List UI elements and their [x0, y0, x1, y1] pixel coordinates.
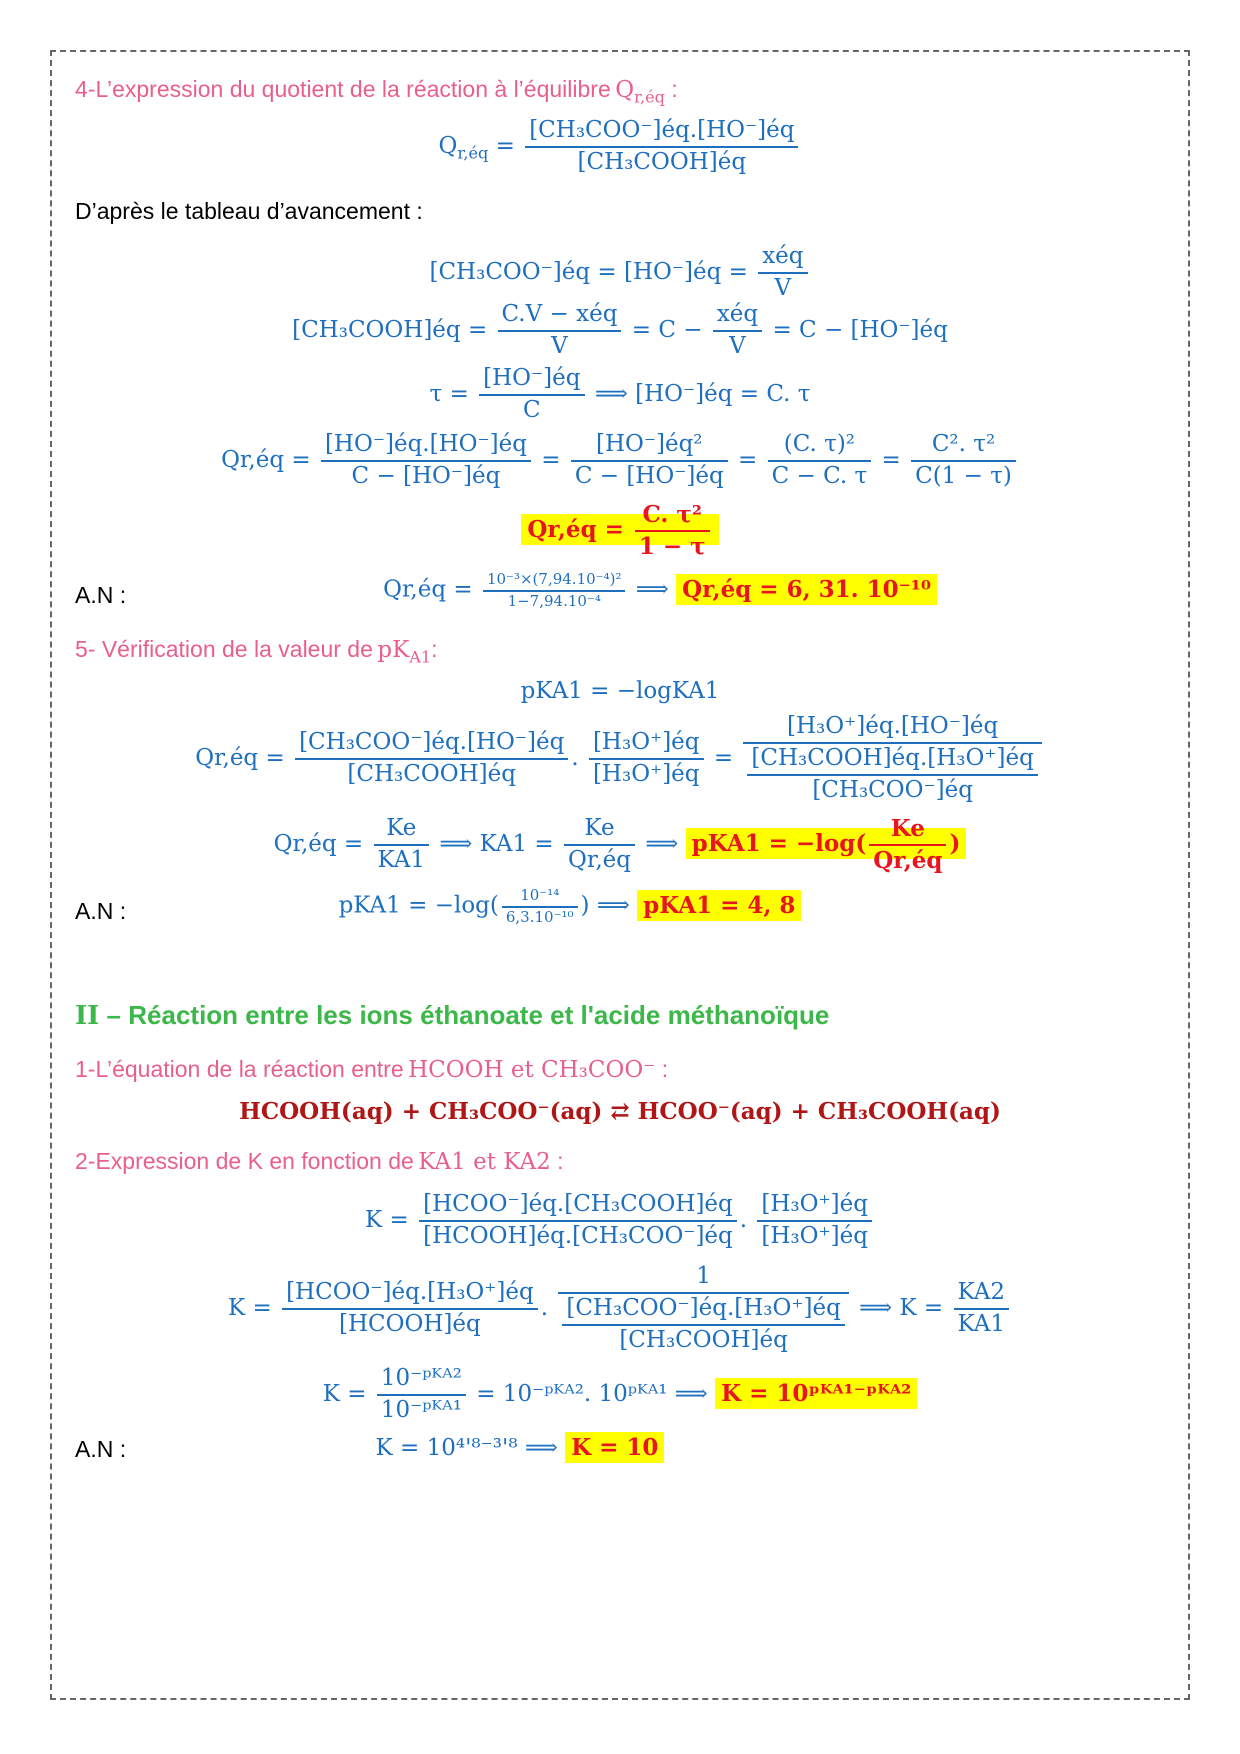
reaction-equation: HCOOH(aq) + CH₃COO⁻(aq) ⇄ HCOO⁻(aq) + CH₃COOH(aq)	[239, 1098, 1001, 1125]
eq-ka1: Qr,éq = $\frac{Ke}{KA1}$ ⟹ KA1 = $\frac{Ke}{Qr,éq}$ ⟹ pKA1 = −log( $\frac{Ke}{Qr,éq}$ )	[0, 814, 1240, 876]
qr-result-box: Qr,éq = $\frac{\text{C. τ²}}{1 - \tau}$	[0, 500, 1240, 562]
eq-qr-development: Qr,éq = $\frac{[HO^-]éq.[HO^-]éq}{C - [HO^-]éq}$ = $\frac{\text{[HO⁻]éq²}}{C - [HO^-]éq}$ = $\frac{\text{(C. τ)²}}{C - C. \tau}$ = $\frac{\text{C². τ²}}{C(1 - \tau)}$	[0, 430, 1240, 492]
q4-an-calc: Qr,éq = $\frac{\text{10⁻³×(7,94.10⁻⁴)²}}{\text{1−7,94.10⁻⁴}}$ ⟹ Qr,éq = 6, 31. 10⁻¹⁰	[40, 570, 1240, 611]
pka-definition: pKA1 = −logKA1	[520, 678, 720, 704]
q5-an-calc: pKA1 = −log( $\frac{\text{10⁻¹⁴}}{\text{6,3.10⁻¹⁰}}$ ) ⟹ pKA1 = 4, 8	[0, 886, 1190, 927]
eq-qr-h3o: Qr,éq = $\frac{\text{[CH₃COO⁻]éq.[HO⁻]éq}}{\text{[CH₃COOH]éq}}$ . $\frac{\text{[H₃O⁺]éq}}{\text{[H₃O⁺]éq}}$ = $\frac{\text{[H₃O⁺]éq.[HO⁻]éq}}{\frac{\text{[CH₃COOH]éq.[H₃O⁺]éq}}{\text{[CH₃COO⁻]éq}}}$	[0, 712, 1240, 806]
qr-definition: $Q_{r,éq}$ = $\frac{\text{[CH₃COO⁻]éq.[HO⁻]éq}}{\text{[CH₃COOH]éq}}$	[0, 116, 1240, 178]
part2-an-calc: K = 10⁴'⁸⁻³'⁸ ⟹ K = 10	[0, 1434, 1140, 1461]
q1-heading: 1-L’équation de la réaction entre HCOOH et CH₃COO⁻ :	[75, 1056, 669, 1083]
q4-an-label: A.N :	[75, 582, 127, 608]
q5-heading: 5- Vérification de la valeur de $pK_{A1}$:	[75, 636, 438, 667]
eq-k-power: K = $\frac{\text{10⁻ᵖᴷᴬ²}}{\text{10⁻ᵖᴷᴬ¹}}$ = 10⁻ᵖᴷᴬ². 10ᵖᴷᴬ¹ ⟹ K = 10ᵖᴷᴬ¹⁻ᵖᴷᴬ²	[0, 1364, 1240, 1426]
tableau-text: D’après le tableau d’avancement :	[75, 198, 423, 224]
q2-heading: 2-Expression de K en fonction de KA1 et KA2 :	[75, 1148, 564, 1175]
eq-tau: τ = $\frac{[HO^-]éq}{C}$ ⟹ [HO⁻]éq = C. τ	[429, 365, 811, 423]
eq-ch3cooh: [CH₃COOH]éq = $\frac{\text{C.V − xéq}}{V}$ = C − $\frac{\text{xéq}}{V}$ = C − [HO⁻]éq	[292, 301, 948, 359]
eq-k-definition: K = $\frac{\text{[HCOO⁻]éq.[CH₃COOH]éq}}{\text{[HCOOH]éq.[CH₃COO⁻]éq}}$ . $\frac{\text{[H₃O⁺]éq}}{\text{[H₃O⁺]éq}}$	[0, 1190, 1240, 1252]
part2-an-label: A.N :	[75, 1436, 127, 1462]
eq-k-ratio: K = $\frac{\text{[HCOO⁻]éq.[H₃O⁺]éq}}{\text{[HCOOH]éq}}$ . $\frac{1}{\frac{\text{[CH₃COO⁻]éq.[H₃O⁺]éq}}{\text{[CH₃COOH]éq}}}$ ⟹ K = $\frac{KA2}{KA1}$	[0, 1262, 1240, 1356]
q5-an-label: A.N :	[75, 898, 127, 924]
eq-concentrations: [CH₃COO⁻]éq = [HO⁻]éq = $\frac{\text{xéq}}{V}$	[0, 242, 1240, 304]
part2-title: II – Réaction entre les ions éthanoate et l'acide méthanoïque	[75, 1000, 830, 1031]
q4-heading: 4-L’expression du quotient de la réaction à l’équilibre $Q_{r,éq}$ :	[75, 76, 678, 107]
